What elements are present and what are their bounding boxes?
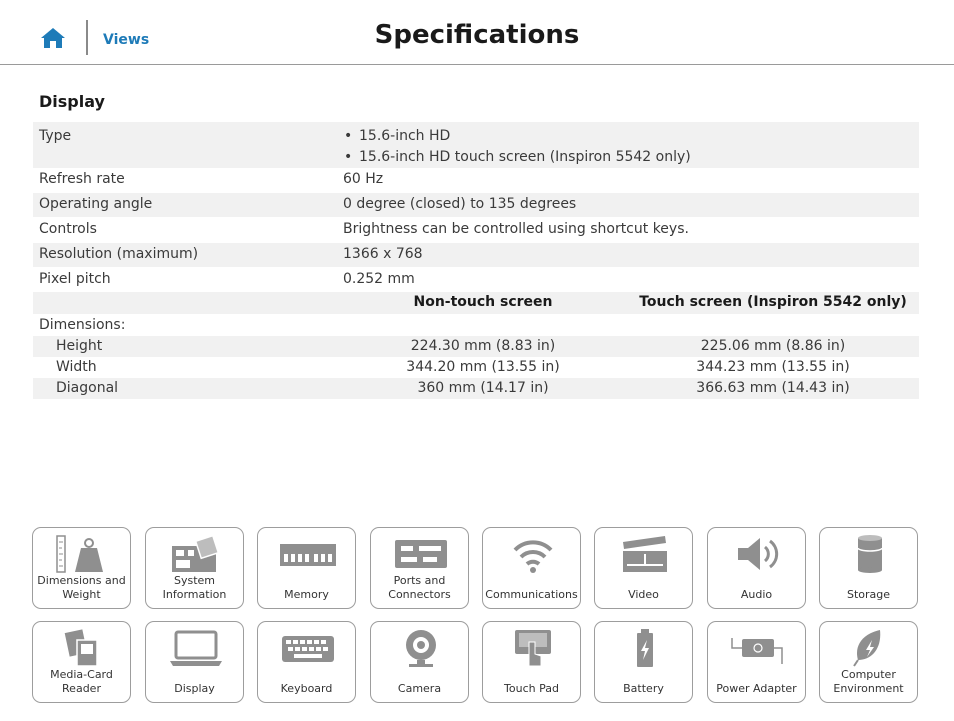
laptop-icon bbox=[168, 628, 224, 668]
spec-row-controls bbox=[33, 218, 919, 242]
spec-value: 0.252 mm bbox=[343, 271, 415, 287]
non-touch-value: 224.30 mm (8.83 in) bbox=[410, 338, 556, 354]
spec-row-pitch bbox=[33, 268, 919, 292]
nav-tile-battery[interactable] bbox=[594, 621, 693, 703]
webcam-icon bbox=[393, 628, 449, 668]
tile-label: Computer Environment bbox=[833, 668, 904, 695]
media-card-icon bbox=[55, 628, 111, 668]
nav-tile-touch-pad[interactable] bbox=[482, 621, 581, 703]
spec-label: Type bbox=[39, 128, 72, 144]
touchpad-icon bbox=[505, 628, 561, 668]
page-title: Specifications bbox=[374, 20, 580, 50]
section-title: Display bbox=[39, 92, 105, 111]
tile-label: Dimensions and Weight bbox=[37, 574, 126, 601]
spec-row-resolution bbox=[33, 243, 919, 267]
spec-value: 60 Hz bbox=[343, 171, 384, 187]
nav-tile-dimensions-weight[interactable] bbox=[32, 527, 131, 609]
table-row bbox=[33, 336, 919, 357]
nav-tile-media-card-reader[interactable] bbox=[32, 621, 131, 703]
nav-tile-camera[interactable] bbox=[370, 621, 469, 703]
storage-icon bbox=[842, 534, 898, 574]
motherboard-icon bbox=[168, 534, 224, 574]
memory-icon bbox=[280, 534, 336, 574]
list-item: • 15.6-inch HD bbox=[343, 128, 691, 144]
ports-icon bbox=[393, 534, 449, 574]
spec-value: 1366 x 768 bbox=[343, 246, 423, 262]
spec-value bbox=[343, 128, 691, 165]
spec-label: Refresh rate bbox=[39, 171, 125, 187]
column-header: Touch screen (Inspiron 5542 only) bbox=[639, 294, 907, 310]
non-touch-value: 344.20 mm (13.55 in) bbox=[406, 359, 560, 375]
spec-value: Brightness can be controlled using shortcut keys. bbox=[343, 221, 689, 237]
dimensions-header-row bbox=[33, 292, 919, 314]
page-header bbox=[0, 0, 954, 65]
tile-label: Display bbox=[174, 682, 215, 695]
spec-label: Operating angle bbox=[39, 196, 153, 212]
battery-icon bbox=[617, 628, 673, 668]
tile-label: Camera bbox=[397, 682, 442, 695]
nav-tile-system-information[interactable] bbox=[145, 527, 244, 609]
spec-label: Controls bbox=[39, 221, 97, 237]
tile-label: System Information bbox=[162, 574, 227, 601]
nav-tile-memory[interactable] bbox=[257, 527, 356, 609]
tile-label: Video bbox=[628, 588, 659, 601]
nav-tile-communications[interactable] bbox=[482, 527, 581, 609]
views-link[interactable]: Views bbox=[103, 32, 150, 48]
touch-value: 225.06 mm (8.86 in) bbox=[700, 338, 846, 354]
nav-tile-audio[interactable] bbox=[707, 527, 806, 609]
dimensions-label-row bbox=[33, 314, 919, 336]
keyboard-icon bbox=[280, 628, 336, 668]
nav-tile-video[interactable] bbox=[594, 527, 693, 609]
dimensions-label: Dimensions: bbox=[39, 317, 126, 333]
dimension-label: Width bbox=[56, 359, 97, 375]
dimension-label: Height bbox=[56, 338, 103, 354]
wifi-icon bbox=[505, 534, 561, 574]
tile-label: Memory bbox=[284, 588, 329, 601]
spec-label: Pixel pitch bbox=[39, 271, 111, 287]
list-item: • 15.6-inch HD touch screen (Inspiron 5542 only) bbox=[343, 149, 691, 165]
leaf-icon bbox=[842, 628, 898, 668]
tile-label: Battery bbox=[623, 682, 664, 695]
spec-row-angle bbox=[33, 193, 919, 217]
spec-label: Resolution (maximum) bbox=[39, 246, 199, 262]
table-row bbox=[33, 378, 919, 399]
nav-tile-keyboard[interactable] bbox=[257, 621, 356, 703]
column-header: Non-touch screen bbox=[413, 294, 553, 310]
spec-value: 0 degree (closed) to 135 degrees bbox=[343, 196, 577, 212]
nav-tile-ports-connectors[interactable] bbox=[370, 527, 469, 609]
nav-tile-storage[interactable] bbox=[819, 527, 918, 609]
clapperboard-icon bbox=[617, 534, 673, 574]
table-row bbox=[33, 357, 919, 378]
tile-label: Power Adapter bbox=[716, 682, 797, 695]
nav-tile-computer-environment[interactable] bbox=[819, 621, 918, 703]
tile-label: Ports and Connectors bbox=[388, 574, 451, 601]
power-adapter-icon bbox=[730, 628, 786, 668]
nav-tile-power-adapter[interactable] bbox=[707, 621, 806, 703]
tile-label: Keyboard bbox=[280, 682, 333, 695]
touch-value: 344.23 mm (13.55 in) bbox=[696, 359, 850, 375]
tile-label: Communications bbox=[485, 588, 578, 601]
speaker-icon bbox=[730, 534, 786, 574]
weight-icon bbox=[55, 534, 111, 574]
tile-label: Audio bbox=[740, 588, 773, 601]
tile-label: Media-Card Reader bbox=[50, 668, 113, 695]
spec-row-type bbox=[33, 122, 919, 168]
dimension-label: Diagonal bbox=[56, 380, 119, 396]
spec-row-refresh bbox=[33, 168, 919, 192]
non-touch-value: 360 mm (14.17 in) bbox=[417, 380, 549, 396]
nav-tile-display[interactable] bbox=[145, 621, 244, 703]
touch-value: 366.63 mm (14.43 in) bbox=[696, 380, 850, 396]
tile-label: Touch Pad bbox=[504, 682, 559, 695]
tile-label: Storage bbox=[846, 588, 891, 601]
